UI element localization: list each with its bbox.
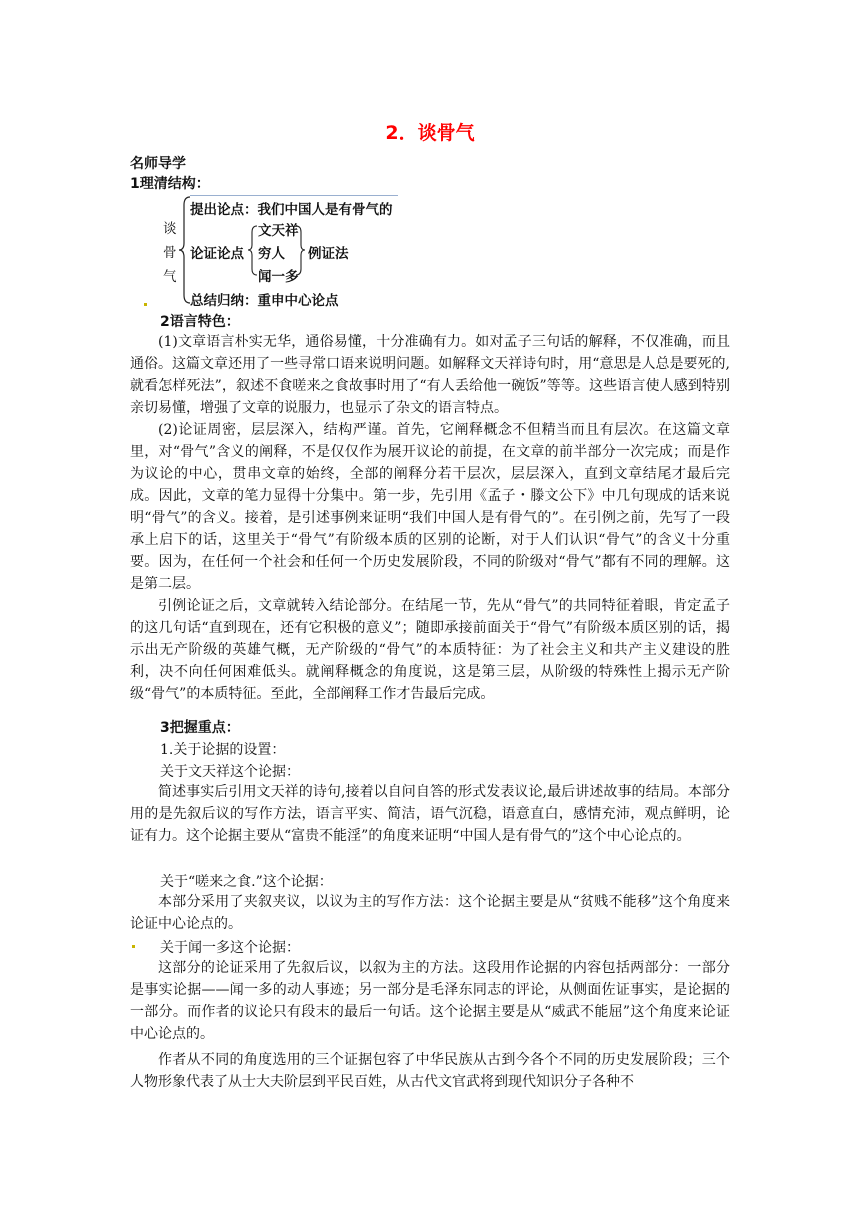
diagram-example-1: 文天祥 <box>258 223 299 239</box>
subheading-wen-tianxiang: 关于文天祥这个论据： <box>160 764 300 780</box>
section-structure-heading: 1理清结构： <box>130 176 210 192</box>
structure-diagram <box>160 193 420 308</box>
paragraph-jielaizhishi: 本部分采用了夹叙夹议，以议为主的写作方法：这个论据主要是从“贫贱不能移”这个角度来论证中心论点的。 <box>130 894 730 932</box>
document-title: 2．谈骨气 <box>385 122 475 144</box>
subheading-jielaizhishi: 关于“嗟来之食.”这个论据： <box>160 874 333 890</box>
diagram-method: 例证法 <box>308 246 349 262</box>
subheading-evidence-setup: 1.关于论据的设置： <box>160 742 286 758</box>
section-key-points-heading: 3把握重点： <box>160 720 240 736</box>
paragraph-language-1: (1)文章语言朴实无华，通俗易懂，十分准确有力。如对孟子三句话的解释，不仅准确，而且通俗。这篇文章还用了一些寻常口语来说明问题。如解释文天祥诗句时，用“意思是人总是要死的,就看怎样死法”，叙述不食嗟来之食故事时用了“有人丢给他一碗饭”等等。这些语言使人感到特别亲切易懂，增强了文章的说服力，也显示了杂文的语言特点。 <box>130 334 730 416</box>
guide-heading: 名师导学 <box>130 156 186 172</box>
paragraph-language-2: (2)论证周密，层层深入，结构严谨。首先，它阐释概念不但精当而且有层次。在这篇文章里，对“骨气”含义的阐释，不是仅仅作为展开议论的前提，在文章的前半部分一次完成；而是作为议论的中心，贯串文章的始终，全部的阐释分若干层次，层层深入，直到文章结尾才最后完成。因此，文章的笔力显得十分集中。第一步，先引用《孟子・滕文公下》中几句现成的话来说明“骨气”的含义。接着，是引述事例来证明“我们中国人是有骨气的”。在引例之前，先写了一段承上启下的话，这里关于“骨气”有阶级本质的区别的论断，对于人们认识“骨气”的含义十分重要。因为，在任何一个社会和任何一个历史发展阶段，不同的阶级对“骨气”都有不同的理解。这是第二层。 <box>130 422 730 592</box>
subheading-wen-yiduo: 关于闻一多这个论据： <box>160 940 300 956</box>
diagram-vertical-char-2: 骨 <box>163 245 177 261</box>
diagram-claim: 提出论点：我们中国人是有骨气的 <box>190 202 393 218</box>
diagram-example-3: 闻一多 <box>258 269 299 285</box>
diagram-vertical-char-3: 气 <box>163 269 177 285</box>
paragraph-wen-tianxiang: 简述事实后引用文天祥的诗句,接着以自问自答的形式发表议论,最后讲述故事的结局。本部分用的是先叙后议的写作方法，语言平实、简洁，语气沉稳，语意直白，感情充沛，观点鲜明，论证有力。这个论据主要从“富贵不能淫”的角度来证明“中国人是有骨气的”这个中心论点的。 <box>130 784 730 844</box>
diagram-argument: 论证论点 <box>190 246 244 262</box>
paragraph-summary: 作者从不同的角度选用的三个证据包容了中华民族从古到今各个不同的历史发展阶段；三个人物形象代表了从士大夫阶层到平民百姓，从古代文官武将到现代知识分子各种不 <box>130 1052 730 1090</box>
diagram-example-2: 穷人 <box>258 246 285 262</box>
paragraph-wen-yiduo: 这部分的论证采用了先叙后议，以叙为主的方法。这段用作论据的内容包括两部分：一部分是事实论据——闻一多的动人事迹；另一部分是毛泽东同志的评论，从侧面佐证事实，是论据的一部分。而作者的议论只有段末的最后一句话。这个论据主要是从“威武不能屈”这个角度来论证中心论点的。 <box>130 960 730 1042</box>
diagram-vertical-char-1: 谈 <box>163 221 177 237</box>
decorative-dot <box>132 945 135 948</box>
diagram-summary: 总结归纳：重申中心论点 <box>190 293 339 309</box>
decorative-dot <box>144 303 147 306</box>
section-language-heading: 2语言特色： <box>160 314 240 330</box>
paragraph-conclusion: 引例论证之后，文章就转入结论部分。在结尾一节，先从“骨气”的共同特征着眼，肯定孟子的这几句话“直到现在，还有它积极的意义”；随即承接前面关于“骨气”有阶级本质区别的话，揭示出无产阶级的英雄气概，无产阶级的“骨气”的本质特征：为了社会主义和共产主义建设的胜利，决不向任何困难低头。就阐释概念的角度说，这是第三层，从阶级的特殊性上揭示无产阶级“骨气”的本质特征。至此，全部阐释工作才告最后完成。 <box>130 598 730 702</box>
